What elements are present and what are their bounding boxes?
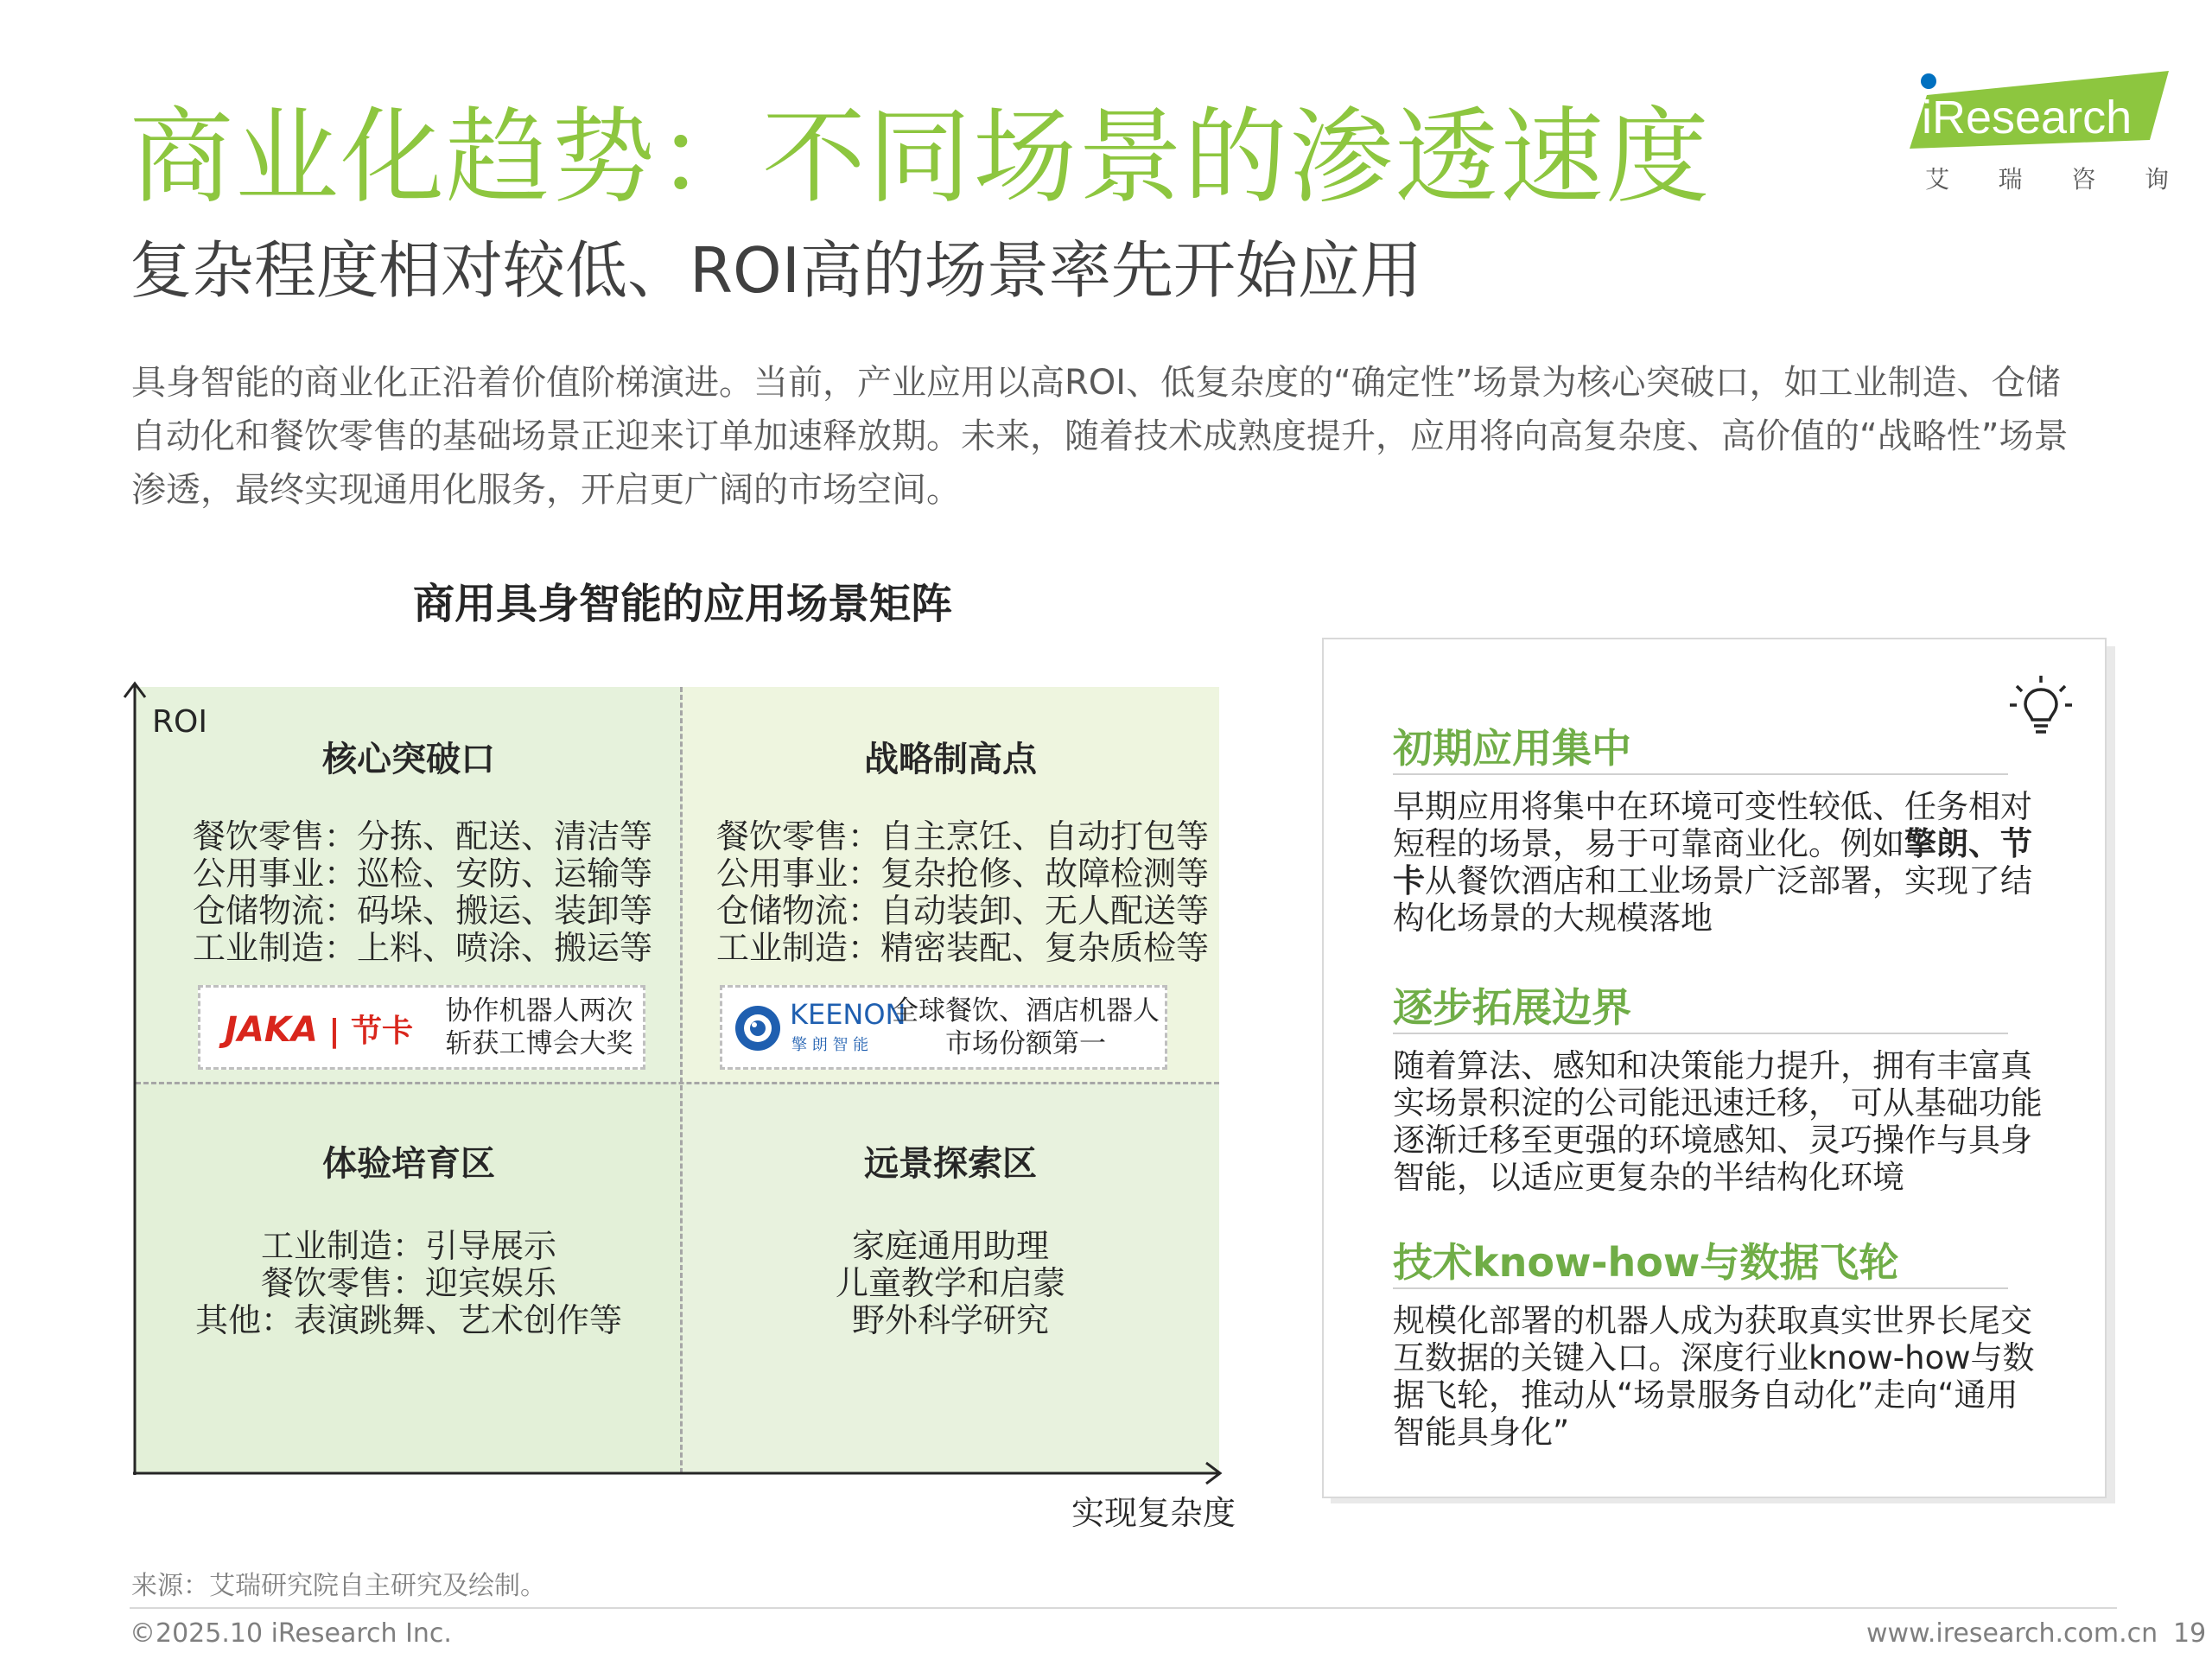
matrix-title: 商用具身智能的应用场景矩阵 xyxy=(412,580,952,628)
badge-line: 市场份额第一 xyxy=(945,1028,1106,1059)
insight-title: 初期应用集中 xyxy=(1393,725,1631,772)
insight-text: 早期应用将集中在环境可变性较低、任务相对短程的场景，易于可靠商业化。例如 xyxy=(1393,788,2032,862)
badge-line: 斩获工博会大奖 xyxy=(445,1028,633,1059)
scenario-line: 仓储物流：自动装卸、无人配送等 xyxy=(716,892,1210,930)
logo-sub-char: 瑞 xyxy=(1998,165,2023,194)
matrix-axes xyxy=(121,678,1236,1486)
scenario-line: 工业制造：上料、喷涂、搬运等 xyxy=(193,929,653,967)
scenario-line: 野外科学研究 xyxy=(851,1301,1049,1339)
scenario-line: 餐饮零售：迎宾娱乐 xyxy=(260,1264,556,1302)
page-subtitle: 复杂程度相对较低、ROI高的场景率先开始应用 xyxy=(130,234,1422,307)
y-axis-label: ROI xyxy=(152,704,207,740)
keenon-logo-text: KEENON xyxy=(790,998,906,1031)
footer-divider xyxy=(130,1607,2117,1609)
jaka-logo-cn: 节卡 xyxy=(351,1014,414,1049)
x-axis-label: 实现复杂度 xyxy=(1071,1494,1236,1532)
logo-banner-icon xyxy=(1910,71,2169,166)
insight-divider xyxy=(1393,773,2008,775)
scenario-line: 工业制造：精密装配、复杂质检等 xyxy=(716,929,1210,967)
quadrant-title: 核心突破口 xyxy=(322,740,495,779)
scenario-line: 公用事业：巡检、安防、运输等 xyxy=(193,855,653,893)
insight-divider xyxy=(1393,1287,2008,1289)
intro-paragraph: 具身智能的商业化正沿着价值阶梯演进。当前，产业应用以高ROI、低复杂度的“确定性”场景为核心突破口，如工业制造、仓储自动化和餐饮零售的基础场景正迎来订单加速释放期。未来，随着技术成熟度提升，应用将向高复杂度、高价值的“战略性”场景渗透，最终实现通用化服务，开启更广阔的市场空间。 xyxy=(131,363,2069,510)
quadrant-title: 战略制高点 xyxy=(864,740,1037,779)
insight-text: 规模化部署的机器人成为获取真实世界长尾交互数据的关键入口。深度行业know-how与数据飞轮，推动从“场景服务自动化”走向“通用智能具身化” xyxy=(1393,1302,2035,1451)
lightbulb-icon xyxy=(2006,672,2075,741)
scenario-line: 儿童教学和启蒙 xyxy=(835,1264,1065,1302)
scenario-line: 公用事业：复杂抢修、故障检测等 xyxy=(716,855,1210,893)
scenario-line: 仓储物流：码垛、搬运、装卸等 xyxy=(193,892,653,930)
insight-text: 随着算法、感知和决策能力提升，拥有丰富真实场景积淀的公司能迅速迁移， 可从基础功能逐渐迁移至更强的环境感知、灵巧操作与具身智能，以适应更复杂的半结构化环境 xyxy=(1393,1047,2043,1196)
iresearch-logo xyxy=(1910,71,2169,200)
insight-title: 技术know-how与数据飞轮 xyxy=(1393,1239,1899,1286)
keenon-logo-cn: 擎 朗 智 能 xyxy=(791,1036,869,1054)
scenario-line: 餐饮零售：自主烹饪、自动打包等 xyxy=(716,817,1210,855)
logo-sub-char: 询 xyxy=(2144,165,2169,194)
source-note: 来源：艾瑞研究院自主研究及绘制。 xyxy=(131,1571,546,1601)
badge-line: 协作机器人两次 xyxy=(445,995,633,1027)
jaka-logo-text: JAKA xyxy=(225,1010,318,1050)
logo-sub-char: 艾 xyxy=(1925,165,1950,194)
logo-text: iResearch xyxy=(1922,92,2133,143)
logo-subtitle xyxy=(1925,161,2169,195)
jaka-logo: JAKA | 节卡 xyxy=(225,1010,414,1050)
insight-bold-text: 擎朗、节卡 xyxy=(1393,825,2032,899)
scenario-line: 餐饮零售：分拣、配送、清洁等 xyxy=(193,817,653,855)
insight-text: 从餐饮酒店和工业场景广泛部署，实现了结构化场景的大规模落地 xyxy=(1393,862,2032,937)
insight-body xyxy=(1393,1302,2050,1451)
insight-divider xyxy=(1393,1033,2008,1034)
quadrant-title: 远景探索区 xyxy=(864,1144,1037,1184)
insight-title: 逐步拓展边界 xyxy=(1393,984,1631,1031)
quadrant-title: 体验培育区 xyxy=(322,1144,495,1184)
badge-line: 全球餐饮、酒店机器人 xyxy=(892,995,1160,1027)
scenario-line: 其他：表演跳舞、艺术创作等 xyxy=(194,1301,622,1339)
insight-body xyxy=(1393,1047,2050,1196)
page-title: 商业化趋势：不同场景的渗透速度 xyxy=(130,98,1711,218)
insight-body xyxy=(1393,788,2050,937)
website-link[interactable]: www.iresearch.com.cn xyxy=(1866,1618,2158,1649)
page-number: 19 xyxy=(2173,1618,2207,1649)
insights-panel xyxy=(1322,638,2107,1498)
scenario-line: 家庭通用助理 xyxy=(851,1227,1049,1265)
logo-sub-char: 咨 xyxy=(2071,165,2096,194)
copyright: ©2025.10 iResearch Inc. xyxy=(130,1618,452,1649)
scenario-line: 工业制造：引导展示 xyxy=(260,1227,556,1265)
